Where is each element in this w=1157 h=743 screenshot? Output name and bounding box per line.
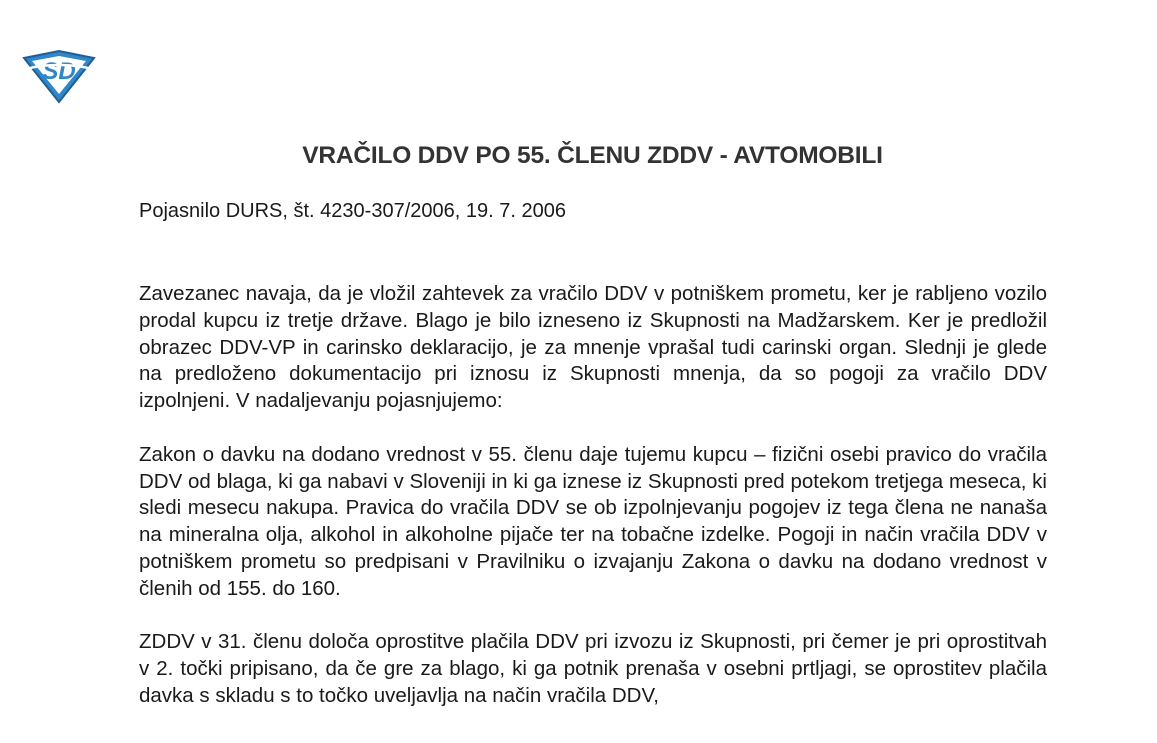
- document-body: [139, 281, 1047, 737]
- logo-icon: [22, 46, 96, 104]
- page-title: VRAČILO DDV PO 55. ČLENU ZDDV - AVTOMOBILI: [302, 142, 883, 169]
- document-reference: Pojasnilo DURS, št. 4230-307/2006, 19. 7. 2006: [139, 200, 566, 222]
- paragraph: Zakon o davku na dodano vrednost v 55. členu daje tujemu kupcu – fizični osebi pravico do vračila DDV od blaga, ki ga nabavi v Sloveniji in ki ga iznese iz Skupnosti pred potekom tretjega meseca, ki sledi mesecu nakupa. Pravica do vračila DDV se ob izpolnjevanju pogojev iz tega člena ne nanaša na mineralna olja, alkohol in alkoholne pijače ter na tobačne izdelke. Pogoji in način vračila DDV v potniškem prometu so predpisani v Pravilniku o izvajanju Zakona o davku na dodano vrednost v členih od 155. do 160.: [139, 442, 1047, 600]
- paragraph: ZDDV v 31. členu določa oprostitve plačila DDV pri izvozu iz Skupnosti, pri čemer je pri oprostitvah v 2. točki pripisano, da če gre za blago, ki ga potnik prenaša v osebni prtljagi, se oprostitev plačila davka s skladu s to točko uveljavlja na način vračila DDV,: [139, 630, 1047, 707]
- logo-text: SD: [42, 58, 76, 85]
- paragraph: Zavezanec navaja, da je vložil zahtevek za vračilo DDV v potniškem prometu, ker je rabljeno vozilo prodal kupcu iz tretje države. Blago je bilo izneseno iz Skupnosti na Madžarskem. Ker je predložil obrazec DDV-VP in carinsko deklaracijo, je za mnenje vprašal tudi carinski organ. Slednji je glede na predloženo dokumentacijo pri iznosu iz Skupnosti mnenja, da so pogoji za vračilo DDV izpolnjeni. V nadaljevanju pojasnjujemo:: [139, 282, 1047, 413]
